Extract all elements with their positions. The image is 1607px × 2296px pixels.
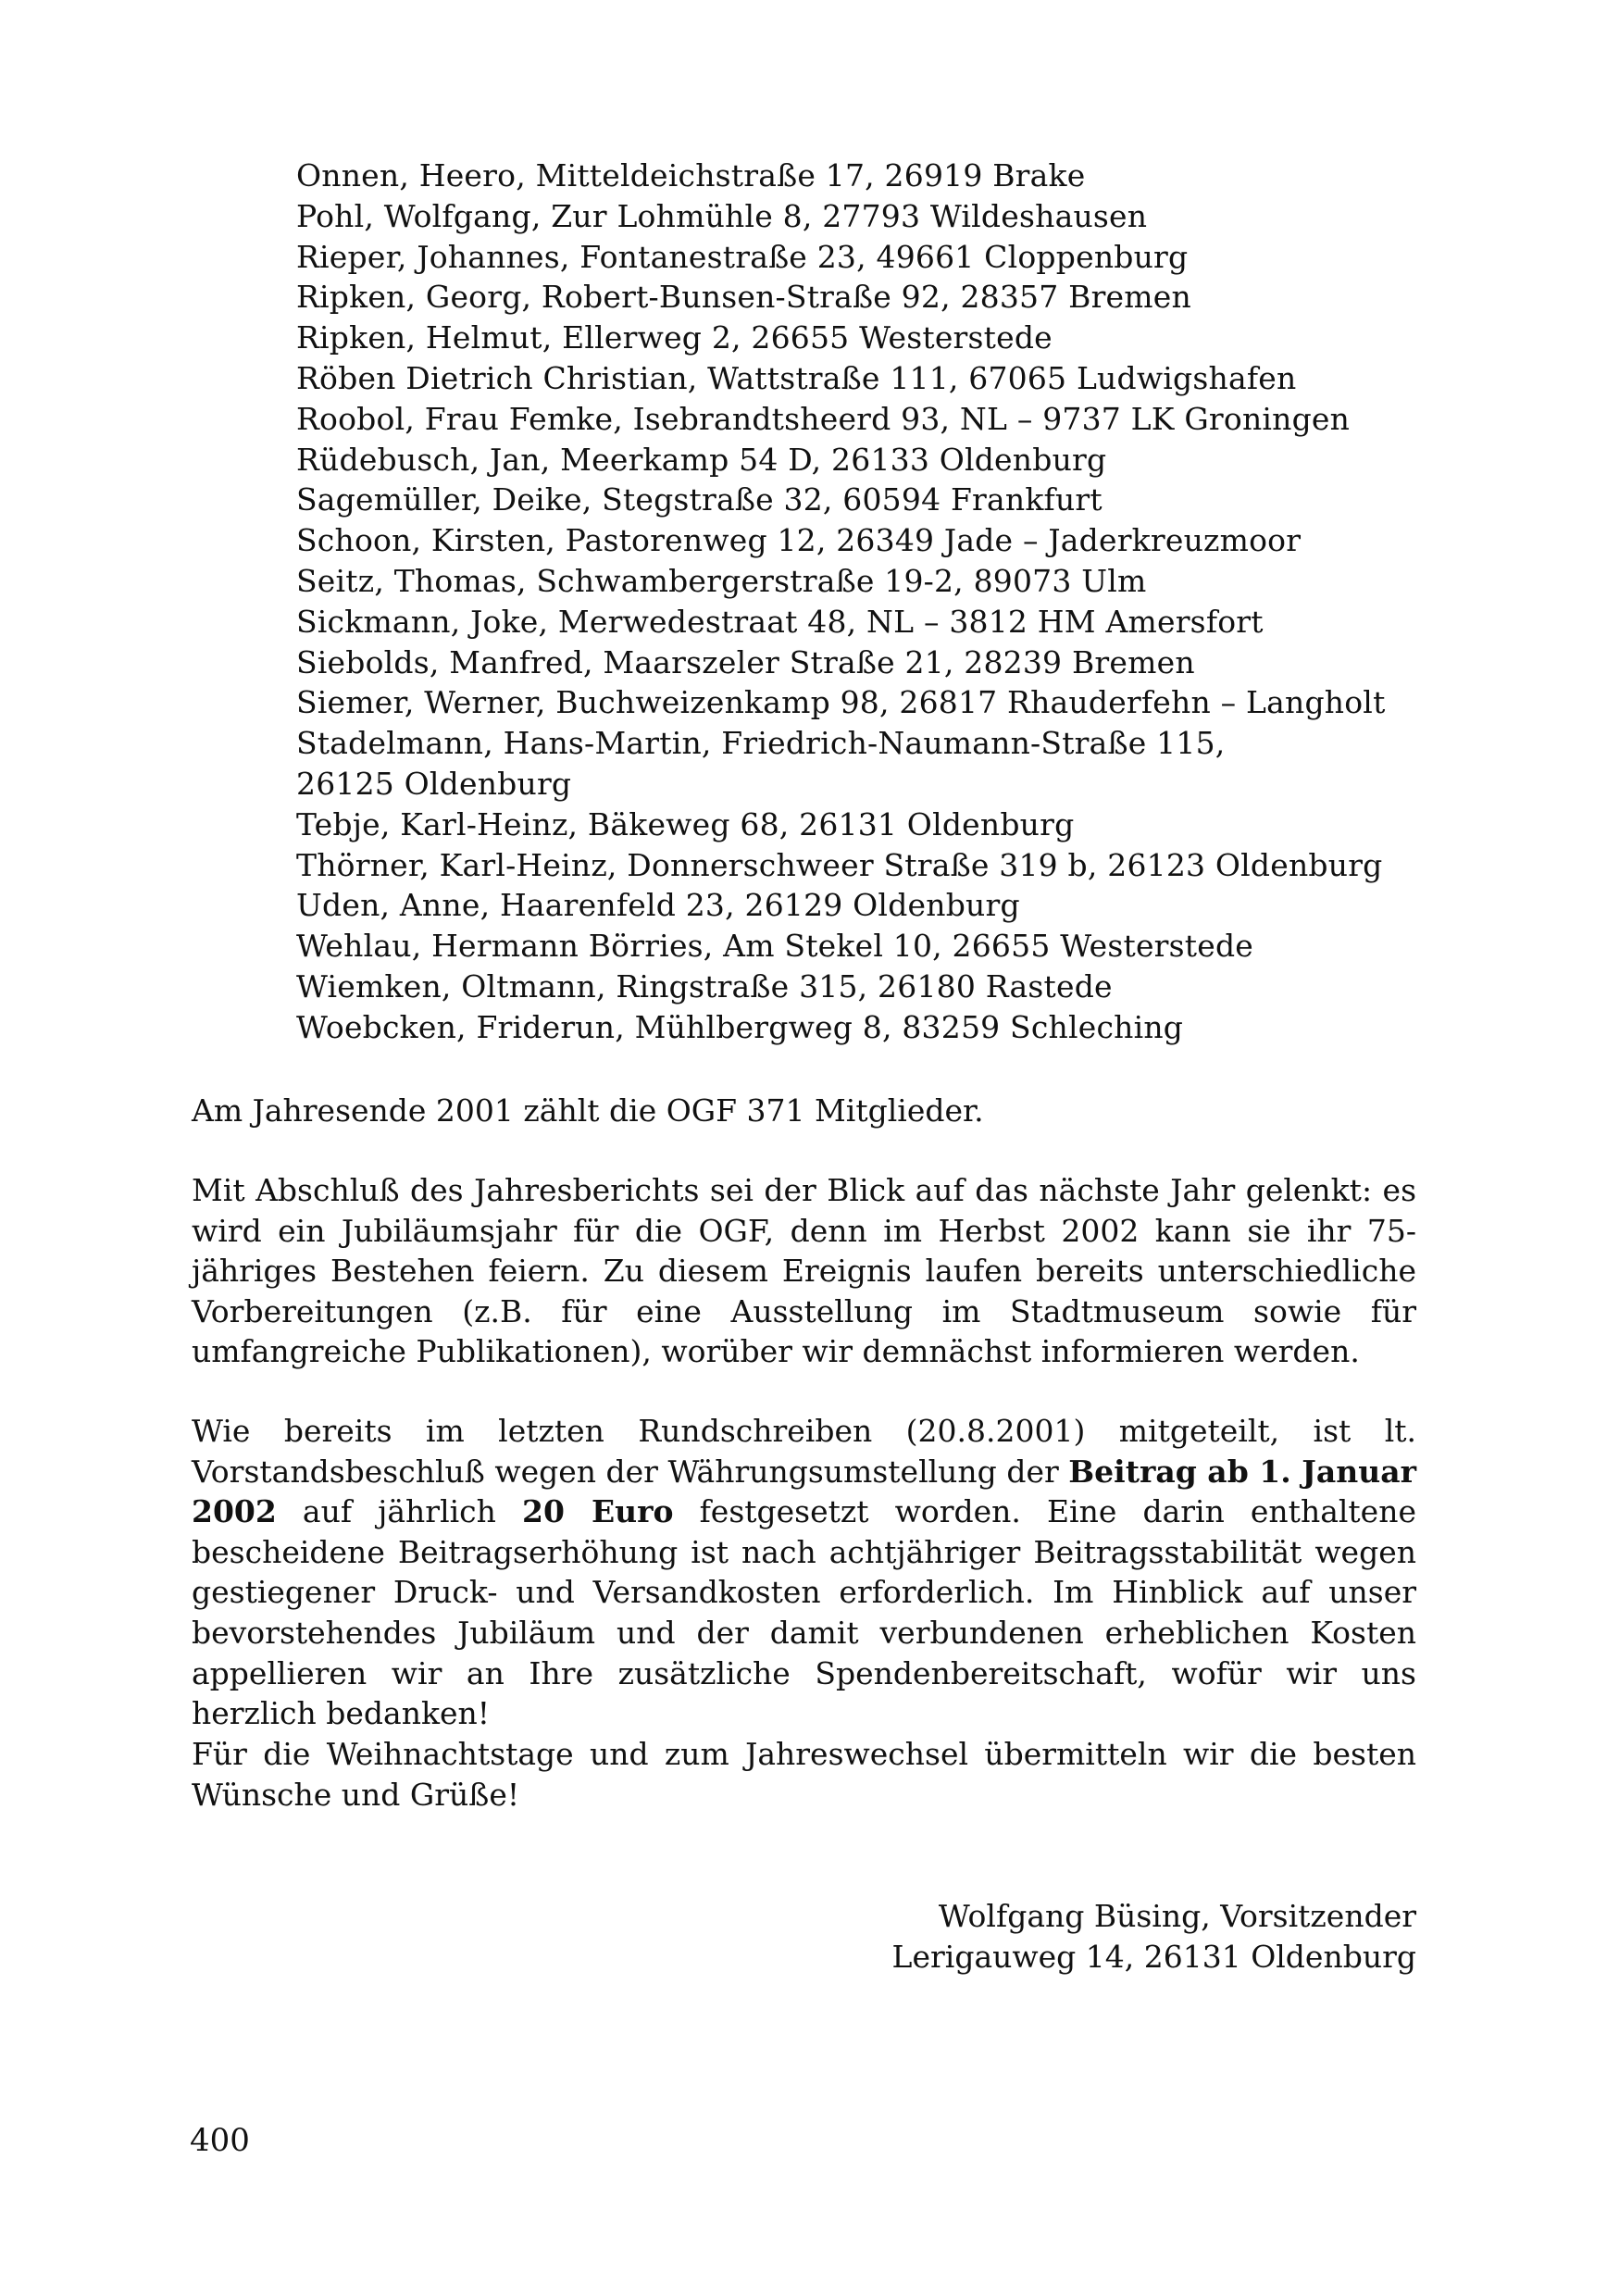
- list-item: Siebolds, Manfred, Maarszeler Straße 21, 28239 Bremen: [296, 643, 1195, 680]
- wishes-paragraph: Für die Weihnachtstage und zum Jahreswechsel übermitteln wir die besten Wünsche und Grüße!: [192, 1736, 1416, 1813]
- list-item: Wehlau, Hermann Börries, Am Stekel 10, 26655 Westerstede: [296, 928, 1254, 965]
- list-item: Tebje, Karl-Heinz, Bäkeweg 68, 26131 Oldenburg: [296, 805, 1075, 842]
- list-item: Ripken, Helmut, Ellerweg 2, 26655 Westerstede: [296, 319, 1053, 356]
- signature-name: Wolfgang Büsing, Vorsitzender: [938, 1898, 1416, 1934]
- list-item: Schoon, Kirsten, Pastorenweg 12, 26349 Jade – Jaderkreuzmoor: [296, 522, 1302, 559]
- list-item: Sagemüller, Deike, Stegstraße 32, 60594 Frankfurt: [296, 481, 1102, 518]
- list-item: Seitz, Thomas, Schwambergerstraße 19-2, 89073 Ulm: [296, 562, 1147, 599]
- list-item: Uden, Anne, Haarenfeld 23, 26129 Oldenburg: [296, 887, 1020, 924]
- list-item: Thörner, Karl-Heinz, Donnerschweer Straße 319 b, 26123 Oldenburg: [296, 846, 1383, 883]
- list-item: Onnen, Heero, Mitteldeichstraße 17, 26919 Brake: [296, 157, 1086, 193]
- list-item: Ripken, Georg, Robert-Bunsen-Straße 92, 28357 Bremen: [296, 279, 1191, 316]
- fee-date-emphasis: Beitrag ab 1. Januar 2002: [192, 1453, 1417, 1530]
- list-item: Siemer, Werner, Buchweizenkamp 98, 26817 Rhauderfehn – Langholt: [296, 684, 1386, 721]
- list-item: Pohl, Wolfgang, Zur Lohmühle 8, 27793 Wildeshausen: [296, 197, 1148, 234]
- list-item: Rüdebusch, Jan, Meerkamp 54 D, 26133 Oldenburg: [296, 441, 1107, 478]
- list-item: Stadelmann, Hans-Martin, Friedrich-Naumann-Straße 115, 26125 Oldenburg: [296, 723, 1426, 805]
- list-item: Wiemken, Oltmann, Ringstraße 315, 26180 Rastede: [296, 967, 1113, 1004]
- list-item: Sickmann, Joke, Merwedestraat 48, NL – 3812 HM Amersfort: [296, 603, 1264, 640]
- fee-amount-emphasis: 20 Euro: [521, 1493, 674, 1530]
- member-count-paragraph: Am Jahresende 2001 zählt die OGF 371 Mitglieder.: [192, 1092, 984, 1129]
- list-item: Woebcken, Friderun, Mühlbergweg 8, 83259 Schleching: [296, 1008, 1184, 1045]
- signature-block: [892, 1896, 1416, 1978]
- list-item: Röben Dietrich Christian, Wattstraße 111, 67065 Ludwigshafen: [296, 359, 1297, 396]
- page-number: 400: [190, 2122, 250, 2159]
- list-item: Roobol, Frau Femke, Isebrandtsheerd 93, NL – 9737 LK Groningen: [296, 400, 1351, 437]
- fee-paragraph: Wie bereits im letzten Rundschreiben (20.8.2001) mitgeteilt, ist lt. Vorstandsbeschluß wegen der Währungsumstellung der Beitrag ab 1. Januar 2002 auf jährlich 20 Euro festgesetzt worden. Eine darin enthaltene bescheidene Beitragserhöhung ist nach achtjähriger Beitragsstabilität wegen gestiegener Druck- und Versandkosten erforderlich. Im Hinblick auf unser bevorstehendes Jubiläum und der damit verbundenen erheblichen Kosten appellieren wir an Ihre zusätzliche Spendenbereitschaft, wofür wir uns herzlich bedanken!: [192, 1413, 1417, 1732]
- outlook-paragraph: Mit Abschluß des Jahresberichts sei der Blick auf das nächste Jahr gelenkt: es wird ein Jubiläumsjahr für die OGF, denn im Herbst 2002 kann sie ihr 75-jähriges Bestehen feiern. Zu diesem Ereignis laufen bereits unterschiedliche Vorbereitungen (z.B. für eine Ausstellung im Stadtmuseum sowie für umfangreiche Publikationen), worüber wir demnächst informieren werden.: [192, 1172, 1416, 1370]
- list-item-continuation: 26125 Oldenburg: [296, 765, 572, 802]
- signature-address: Lerigauweg 14, 26131 Oldenburg: [891, 1939, 1416, 1975]
- member-list: [296, 156, 1426, 1048]
- list-item: Rieper, Johannes, Fontanestraße 23, 49661 Cloppenburg: [296, 238, 1189, 275]
